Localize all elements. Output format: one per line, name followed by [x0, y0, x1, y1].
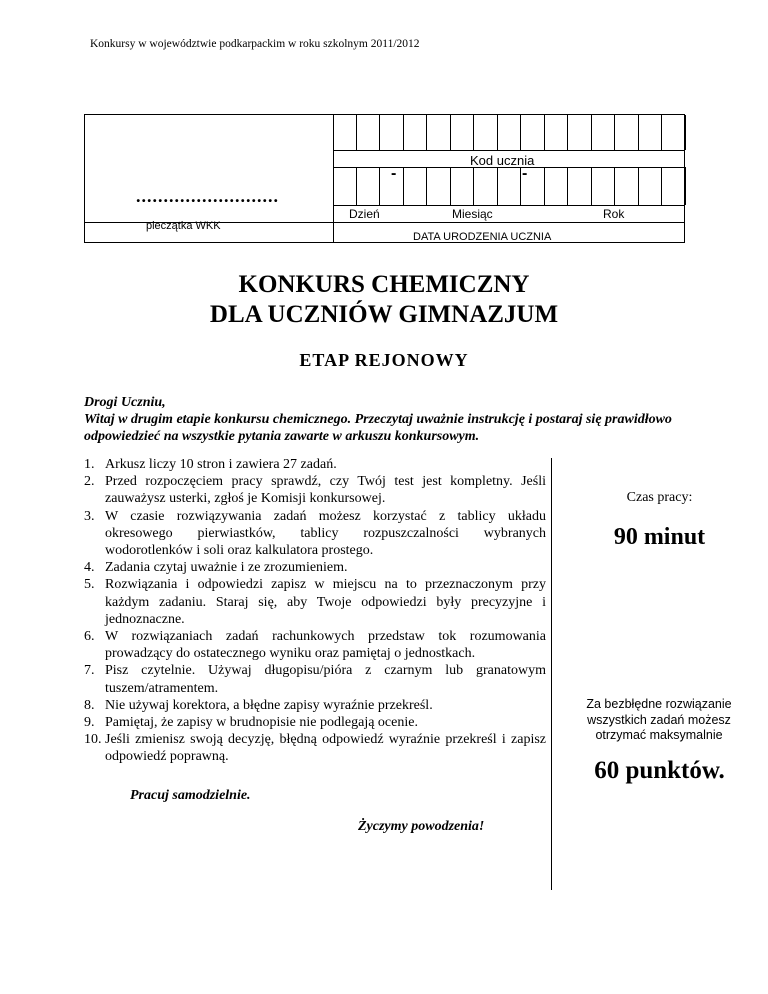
time-value: 90 minut: [613, 524, 706, 550]
instruction-text: Jeśli zmienisz swoją decyzję, błędną odpowiedź wyraźnie przekreśl i zapisz odpowiedź poprawną.: [105, 732, 546, 765]
instruction-text: Pisz czytelnie. Używaj długopisu/pióra z czarnym lub granatowym tuszem/atramentem.: [105, 663, 546, 696]
instruction-text: Rozwiązania i odpowiedzi zapisz w miejscu na to przeznaczonym przy każdym zadaniu. Staraj się, aby Twoje odpowiedzi były precyzyjne i jednoznaczne.: [105, 577, 546, 627]
date-cell[interactable]: [333, 167, 357, 205]
date-separator: [333, 222, 685, 223]
title-line-1: KONKURS CHEMICZNY: [238, 271, 530, 298]
code-cell[interactable]: [545, 115, 569, 150]
birth-date-cells[interactable]: [333, 167, 686, 205]
date-cell[interactable]: [357, 167, 381, 205]
instruction-item: [84, 714, 546, 731]
date-cell[interactable]: [662, 167, 686, 205]
code-cell[interactable]: [639, 115, 663, 150]
column-divider: [551, 458, 552, 890]
date-cell[interactable]: [427, 167, 451, 205]
birth-date-label: DATA URODZENIA UCZNIA: [413, 231, 552, 243]
year-label: Rok: [603, 207, 625, 221]
page-title: [0, 270, 768, 330]
points-value: 60 punktów.: [594, 757, 725, 784]
instruction-number: 9.: [84, 715, 95, 731]
intro: [84, 394, 694, 445]
instruction-number: 1.: [84, 457, 95, 472]
instruction-number: 6.: [84, 629, 95, 645]
code-cell[interactable]: [451, 115, 475, 150]
instruction-item: [84, 628, 546, 662]
instruction-text: Arkusz liczy 10 stron i zawiera 27 zadań.: [105, 457, 337, 472]
instruction-item: [84, 559, 546, 576]
code-cell[interactable]: [521, 115, 545, 150]
date-cell[interactable]: [568, 167, 592, 205]
stamp-dots: ..........................: [136, 186, 279, 206]
instruction-text: Zadania czytaj uważnie i ze zrozumieniem.: [105, 560, 348, 576]
date-cell[interactable]: [639, 167, 663, 205]
instruction-text: Przed rozpoczęciem pracy sprawdź, czy Twój test jest kompletny. Jeśli zauważysz usterki, zgłoś je Komisji konkursowej.: [105, 474, 546, 507]
date-dash: -: [391, 165, 397, 182]
code-bottom-line: [333, 150, 685, 151]
student-code-label: Kod ucznia: [470, 153, 535, 168]
code-cell[interactable]: [404, 115, 428, 150]
instruction-text: W rozwiązaniach zadań rachunkowych przedstaw tok rozumowania prowadzący do ostatecznego wyniku oraz pamiętaj o jednostkach.: [105, 629, 546, 662]
instruction-number: 4.: [84, 560, 95, 576]
good-luck-note: Życzymy powodzenia!: [358, 819, 485, 834]
month-label: Miesiąc: [452, 207, 493, 221]
stamp-label: pieczątka WKK: [146, 220, 221, 232]
instruction-number: 8.: [84, 697, 95, 713]
header-note: Konkursy w województwie podkarpackim w roku szkolnym 2011/2012: [90, 38, 420, 50]
instruction-item: [84, 697, 546, 714]
points-note: Za bezbłędne rozwiązanie wszystkich zadań możesz otrzymać maksymalnie: [586, 697, 732, 742]
instruction-item: [84, 576, 546, 628]
intro-greeting: Drogi Uczniu,: [84, 395, 166, 410]
instruction-item: [84, 456, 546, 473]
date-cell[interactable]: [498, 167, 522, 205]
student-code-cells[interactable]: [333, 115, 686, 150]
instruction-number: 2.: [84, 474, 95, 490]
instruction-text: Nie używaj korektora, a błędne zapisy wyraźnie przekreśl.: [105, 697, 433, 713]
code-cell[interactable]: [615, 115, 639, 150]
code-cell[interactable]: [568, 115, 592, 150]
date-cell[interactable]: [592, 167, 616, 205]
code-cell[interactable]: [474, 115, 498, 150]
date-cell[interactable]: [545, 167, 569, 205]
instruction-item: [84, 473, 546, 507]
intro-text: Witaj w drugim etapie konkursu chemicznego. Przeczytaj uważnie instrukcję i postaraj się prawidłowo odpowiedzieć na wszystkie pytania zawarte w arkuszu konkursowym.: [84, 412, 672, 444]
code-cell[interactable]: [357, 115, 381, 150]
instruction-text: Pamiętaj, że zapisy w brudnopisie nie podlegają ocenie.: [105, 715, 418, 731]
instruction-item: [84, 508, 546, 560]
code-cell[interactable]: [427, 115, 451, 150]
code-cell[interactable]: [498, 115, 522, 150]
day-label: Dzień: [349, 207, 380, 221]
instruction-number: 5.: [84, 577, 95, 593]
date-bottom-line: [333, 205, 685, 206]
work-alone-note: Pracuj samodzielnie.: [130, 788, 251, 803]
code-cell[interactable]: [592, 115, 616, 150]
date-cell[interactable]: [451, 167, 475, 205]
title-line-2: DLA UCZNIÓW GIMNAZJUM: [209, 301, 559, 328]
instruction-number: 3.: [84, 508, 95, 524]
instruction-number: 10.: [84, 732, 102, 748]
time-label: Czas pracy:: [626, 490, 693, 505]
instruction-item: [84, 731, 546, 765]
stage-heading: ETAP REJONOWY: [299, 350, 469, 370]
date-dash: -: [522, 165, 528, 182]
code-cell[interactable]: [333, 115, 357, 150]
instruction-item: [84, 662, 546, 696]
instructions-list: [84, 456, 546, 766]
date-cell[interactable]: [474, 167, 498, 205]
code-cell[interactable]: [662, 115, 686, 150]
date-cell[interactable]: [404, 167, 428, 205]
code-cell[interactable]: [380, 115, 404, 150]
instruction-number: 7.: [84, 663, 95, 679]
instruction-text: W czasie rozwiązywania zadań możesz korzystać z tablicy układu okresowego pierwiastków, tablicy rozpuszczalności wybranych wodorotlenków i soli oraz kalkulatora prostego.: [105, 508, 546, 559]
date-cell[interactable]: [615, 167, 639, 205]
